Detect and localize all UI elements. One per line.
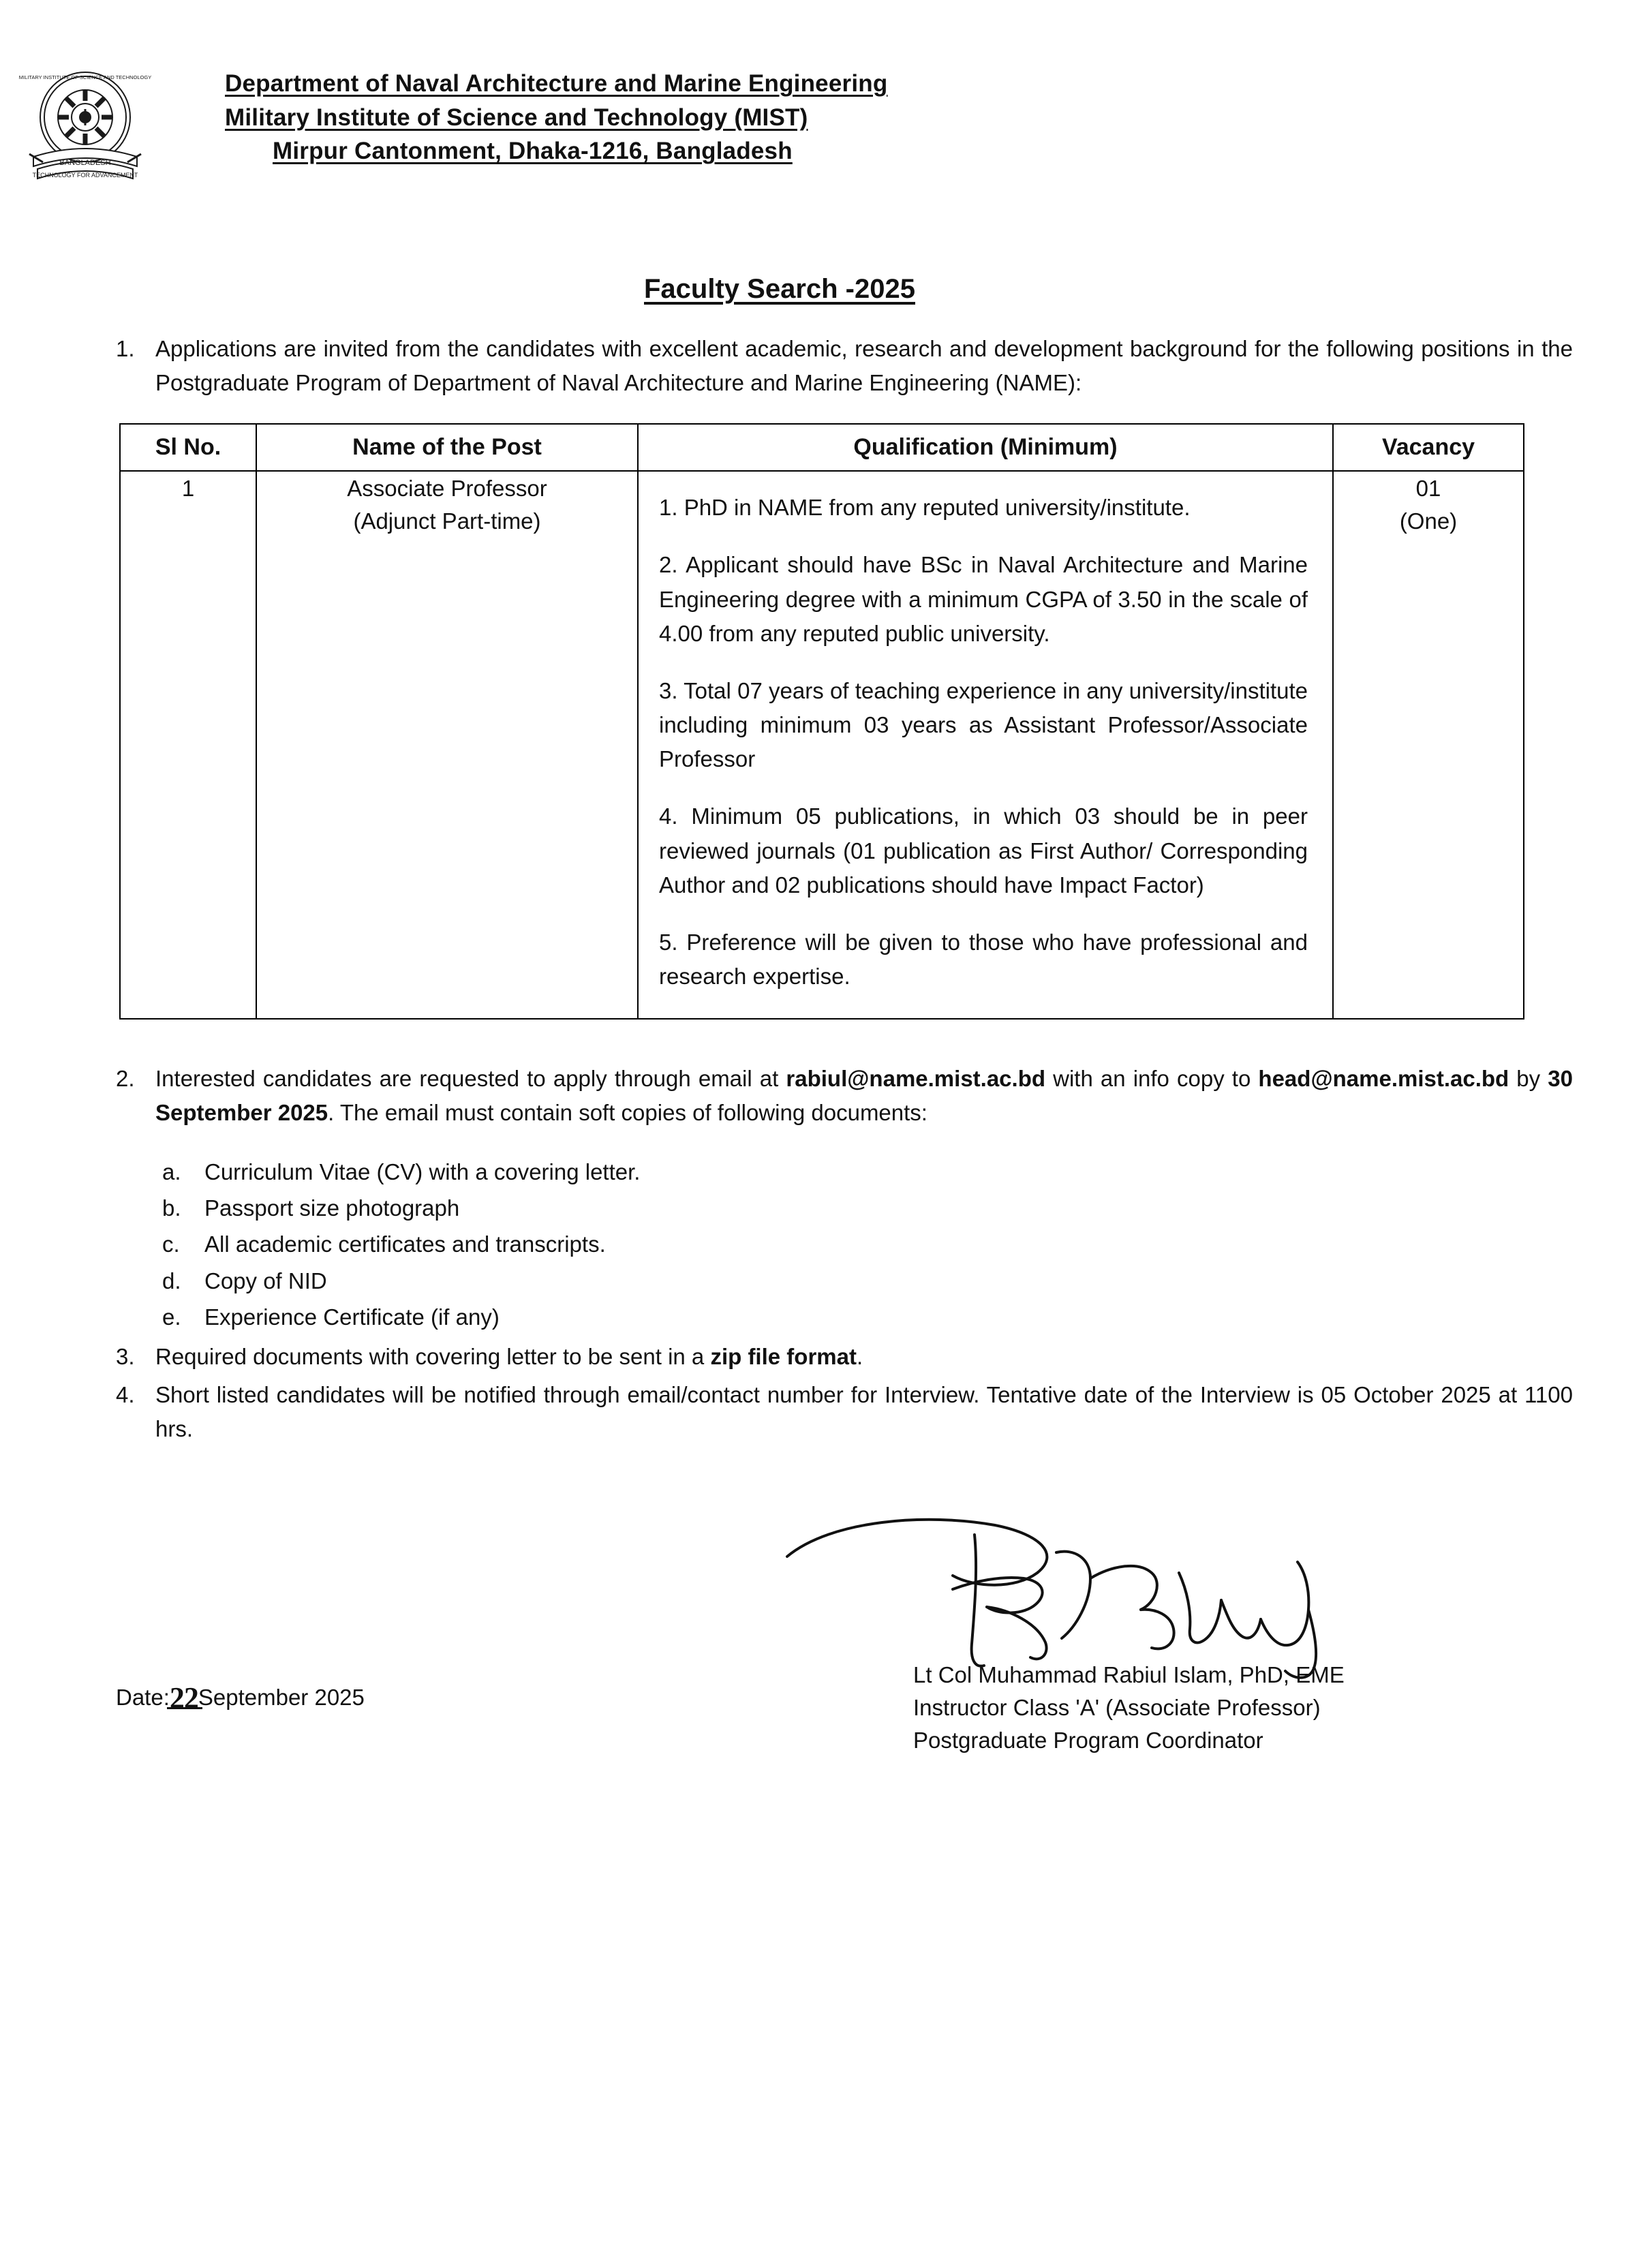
list-item-text: Passport size photograph	[204, 1195, 460, 1221]
table-row	[120, 471, 1524, 1019]
signer-name: Lt Col Muhammad Rabiul Islam, PhD, EME	[913, 1662, 1345, 1688]
vacancy-table	[119, 423, 1524, 1020]
email-primary: rabiul@name.mist.ac.bd	[786, 1066, 1046, 1092]
list-item-label: e.	[162, 1304, 181, 1330]
post-title: Associate Professor	[347, 476, 547, 502]
table-header-row	[120, 424, 1524, 471]
date-day: 22	[169, 1681, 198, 1715]
list-item-label: d.	[162, 1268, 181, 1293]
header-address: Mirpur Cantonment, Dhaka-1216, Bangladesh	[273, 138, 793, 165]
list-item-text: Curriculum Vitae (CV) with a covering letter.	[204, 1159, 641, 1184]
list-item-label: c.	[162, 1231, 180, 1257]
signature-area	[116, 1507, 1573, 1753]
apply-instruction-seg2: with an info copy to	[1045, 1066, 1259, 1092]
paragraph-4-text: Short listed candidates will be notified through email/contact number for Interview. Tentative date of the Interview is 05 October 2025 at 1100 hrs.	[155, 1381, 1573, 1442]
column-header-sl: Sl No.	[120, 424, 256, 471]
apply-instruction-seg3: by	[1509, 1066, 1548, 1092]
paragraph-4	[116, 1378, 1573, 1446]
post-subtitle: (Adjunct Part-time)	[353, 508, 541, 534]
list-item	[162, 1190, 1573, 1226]
svg-text:TECHNOLOGY FOR ADVANCEMENT: TECHNOLOGY FOR ADVANCEMENT	[32, 172, 138, 179]
mist-crest-icon	[17, 55, 208, 245]
page-title: Faculty Search -2025	[644, 274, 915, 304]
qualification-item-2: 2. Applicant should have BSc in Naval Architecture and Marine Engineering degree with a minimum CGPA of 3.50 in the scale of 4.00 from any reputed public university.	[659, 552, 1308, 646]
qualification-item-3: 3. Total 07 years of teaching experience in any university/institute including minimum 03 years as Assistant Professor/Associate Professor	[659, 677, 1308, 772]
apply-instruction-seg1: Interested candidates are requested to apply through email at	[155, 1066, 786, 1092]
paragraph-3-text	[155, 1340, 1573, 1374]
qualification-item-4: 4. Minimum 05 publications, in which 03 should be in peer reviewed journals (01 publication as First Author/ Corresponding Author and 02 publications should have Impact Factor)	[659, 803, 1308, 898]
list-item-label: a.	[162, 1159, 181, 1184]
vacancy-count-words: (One)	[1399, 508, 1458, 534]
date-label: Date:	[116, 1685, 170, 1711]
list-item-text: Copy of NID	[204, 1268, 327, 1293]
list-item	[162, 1226, 1573, 1262]
cell-sl-no: 1	[120, 471, 256, 1019]
paragraph-3	[116, 1340, 1573, 1374]
signer-block	[913, 1659, 1345, 1757]
header-text-block	[225, 48, 887, 168]
svg-text:MILITARY INSTITUTE OF SCIENCE: MILITARY INSTITUTE OF SCIENCE AND TECHNOLOGY	[18, 74, 152, 80]
document-header	[0, 0, 1641, 245]
paragraph-1	[116, 332, 1573, 400]
list-item-label: b.	[162, 1195, 181, 1221]
header-department: Department of Naval Architecture and Marine Engineering	[225, 70, 888, 97]
cell-qualifications	[638, 471, 1333, 1019]
cell-post-name	[256, 471, 638, 1019]
zip-instruction-seg1: Required documents with covering letter to be sent in a	[155, 1343, 711, 1369]
paragraph-4-number: 4.	[116, 1381, 135, 1407]
email-secondary: head@name.mist.ac.bd	[1258, 1066, 1509, 1092]
cell-vacancy	[1333, 471, 1524, 1019]
signer-title: Instructor Class 'A' (Associate Professor)	[913, 1695, 1321, 1721]
paragraph-1-text: Applications are invited from the candidates with excellent academic, research and development background for the following positions in the Postgraduate Program of Department of Naval Architecture and Marine Engineering (NAME):	[155, 336, 1573, 396]
qualification-item-1: 1. PhD in NAME from any reputed university/institute.	[659, 495, 1191, 521]
paragraph-1-number: 1.	[116, 336, 135, 361]
date-line	[116, 1678, 365, 1713]
svg-text:BANGLADESH: BANGLADESH	[59, 159, 111, 167]
paragraph-2-text	[155, 1062, 1573, 1130]
paragraph-2	[116, 1062, 1573, 1130]
list-item-text: Experience Certificate (if any)	[204, 1304, 500, 1330]
list-item	[162, 1263, 1573, 1299]
vacancy-count: 01	[1415, 476, 1441, 502]
qualification-item-5: 5. Preference will be given to those who have professional and research expertise.	[659, 929, 1308, 990]
signer-role: Postgraduate Program Coordinator	[913, 1727, 1263, 1753]
list-item-text: All academic certificates and transcripts.	[204, 1231, 606, 1257]
required-documents-list	[116, 1154, 1573, 1336]
document-content	[0, 332, 1641, 1753]
column-header-qualification: Qualification (Minimum)	[638, 424, 1333, 471]
zip-instruction-seg2: .	[856, 1343, 863, 1369]
apply-instruction-seg4: . The email must contain soft copies of following documents:	[328, 1100, 927, 1126]
column-header-vacancy: Vacancy	[1333, 424, 1524, 471]
paragraph-2-number: 2.	[116, 1066, 135, 1092]
date-rest: September 2025	[198, 1685, 365, 1711]
logo-container	[0, 48, 225, 245]
header-institute: Military Institute of Science and Technology (MIST)	[225, 104, 808, 131]
application-deadline: 30 September 2025	[155, 1066, 1573, 1126]
list-item	[162, 1299, 1573, 1335]
zip-format-emphasis: zip file format	[710, 1343, 857, 1369]
column-header-post: Name of the Post	[256, 424, 638, 471]
list-item	[162, 1154, 1573, 1190]
paragraph-3-number: 3.	[116, 1343, 135, 1369]
